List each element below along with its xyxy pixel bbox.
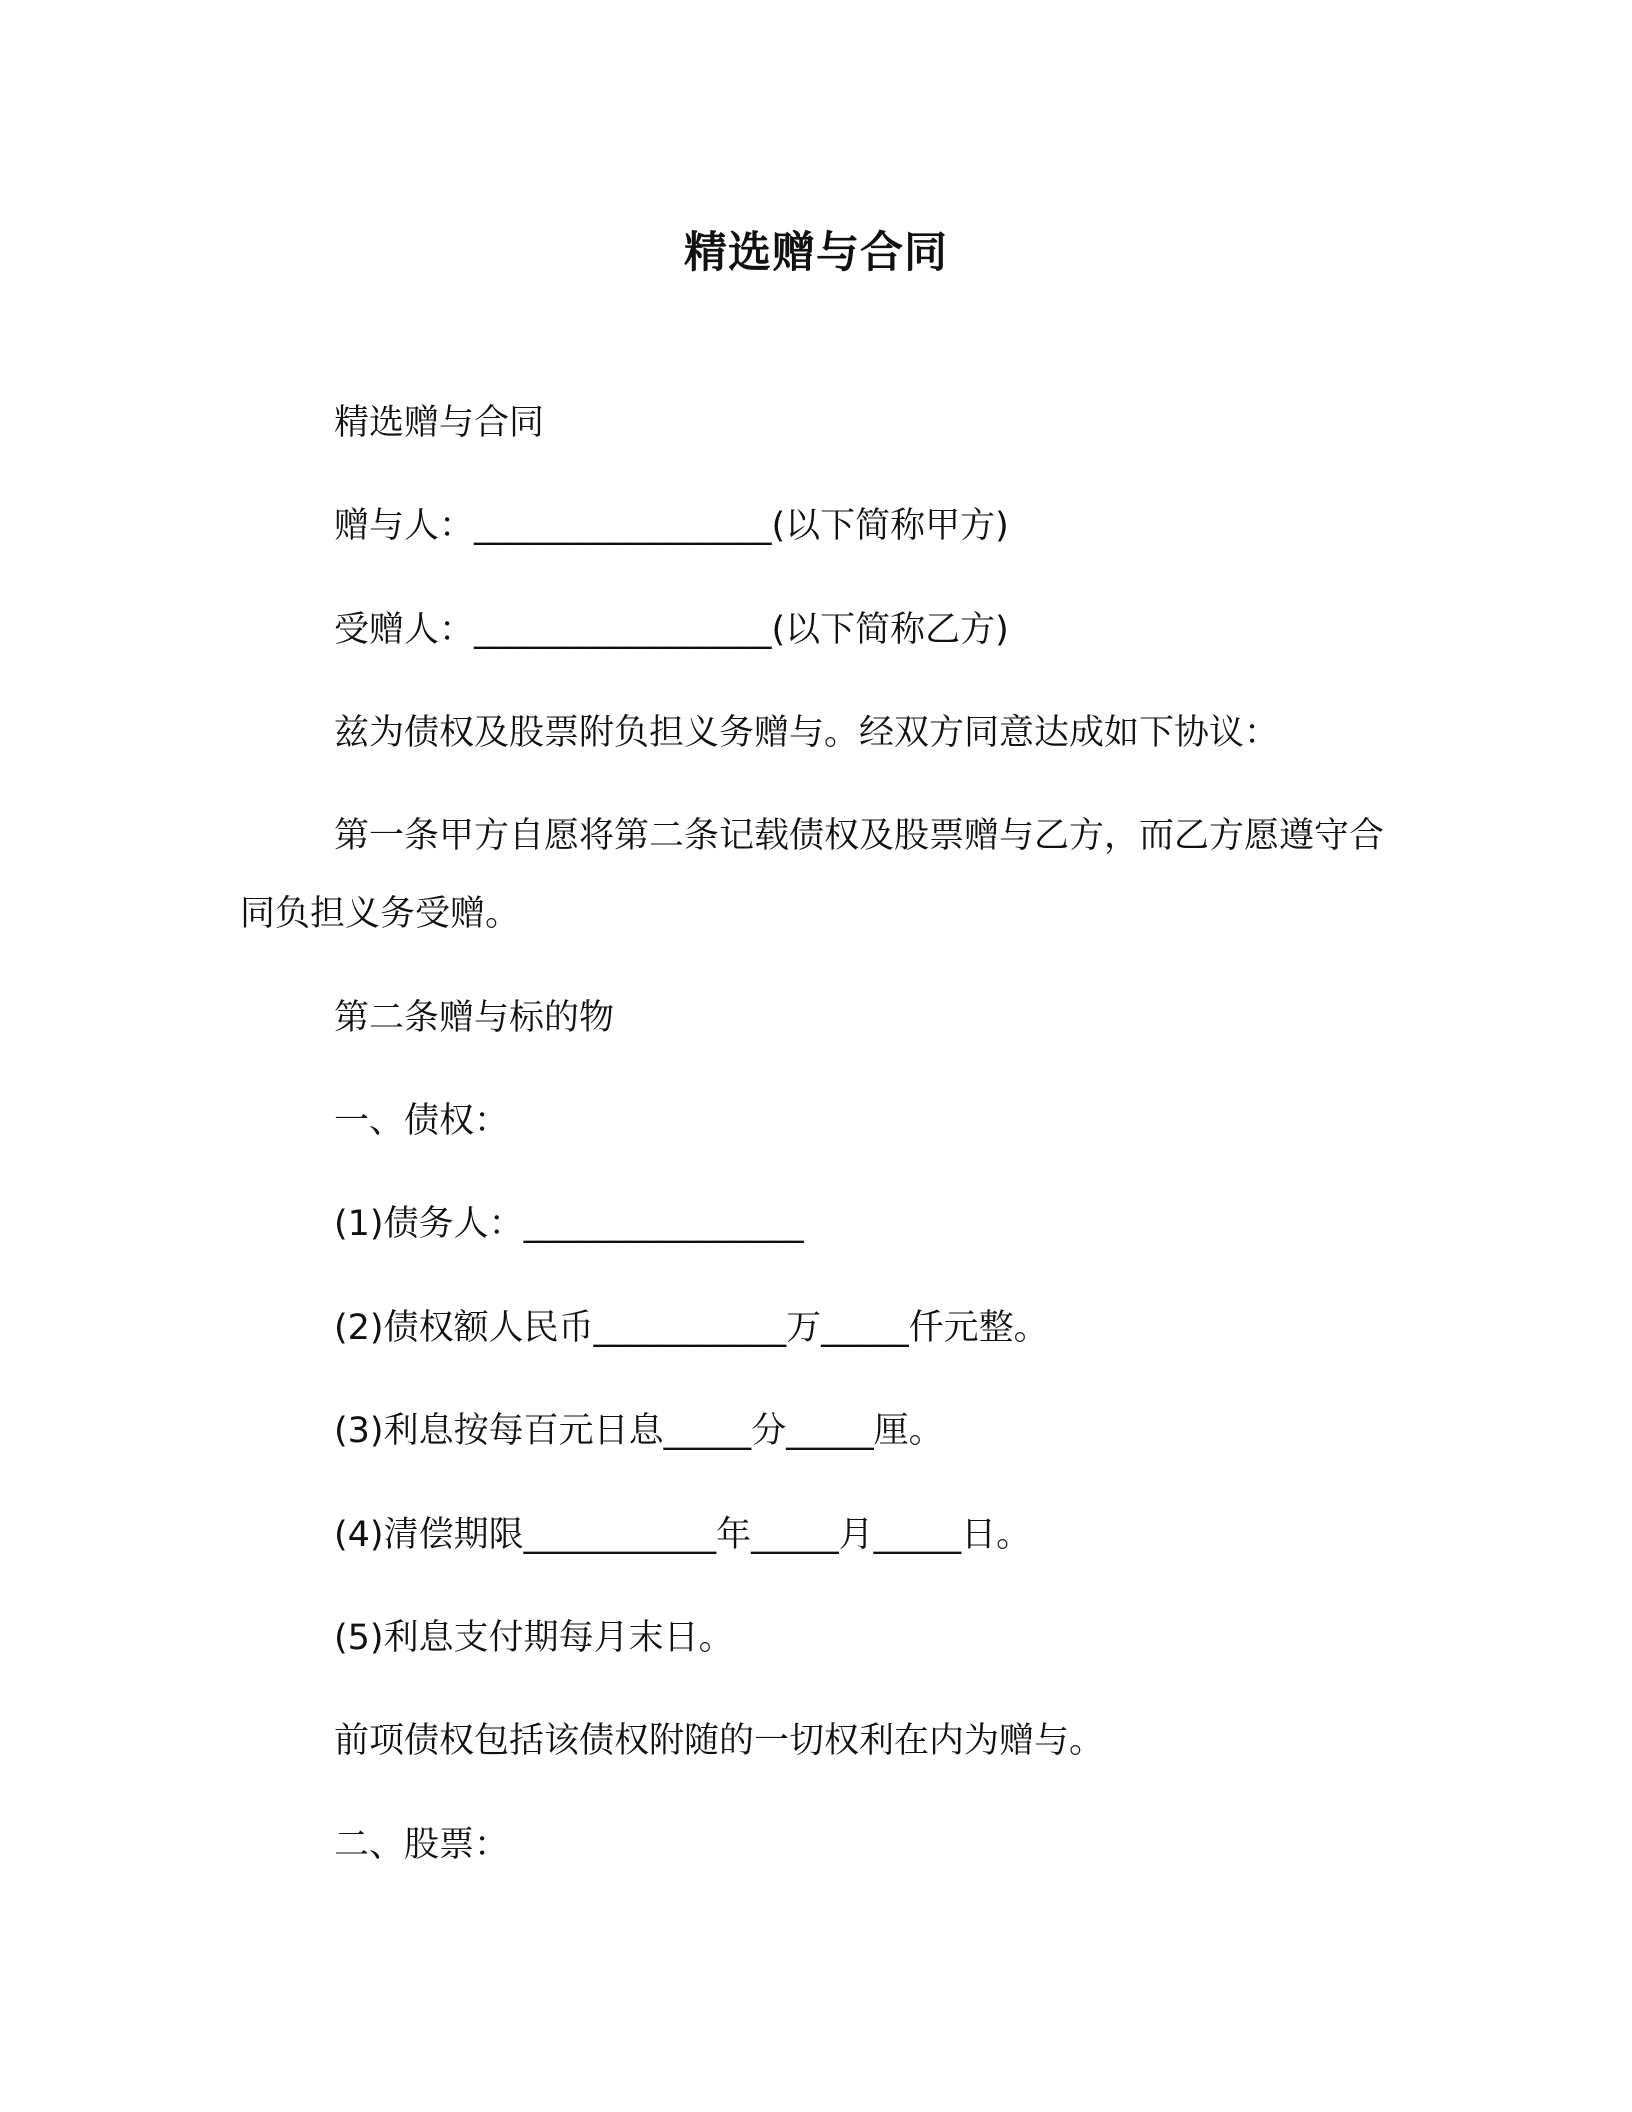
- paragraph-debt-amount: (2)债权额人民币___________万_____仟元整。: [334, 1308, 1049, 1348]
- paragraph-interest-payment: (5)利息支付期每月末日。: [334, 1618, 734, 1658]
- paragraph-debt-rights: 前项债权包括该债权附随的一切权利在内为赠与。: [334, 1721, 1105, 1761]
- paragraph-section-debt: 一、债权：: [334, 1101, 510, 1141]
- paragraph-repayment-term: (4)清偿期限___________年_____月_____日。: [334, 1515, 1032, 1555]
- paragraph-article-1: 第一条甲方自愿将第二条记载债权及股票赠与乙方，而乙方愿遵守合同负担义务受赠。: [240, 816, 1385, 934]
- paragraph-preamble: 兹为债权及股票附负担义务赠与。经双方同意达成如下协议：: [334, 713, 1280, 753]
- paragraph-section-stocks: 二、股票：: [334, 1825, 510, 1865]
- paragraph-donor: 赠与人：_________________(以下简称甲方): [334, 506, 1009, 546]
- paragraph-article-2: 第二条赠与标的物: [334, 998, 615, 1038]
- paragraph-subtitle: 精选赠与合同: [334, 403, 545, 443]
- paragraph-debtor: (1)债务人：________________: [334, 1204, 804, 1244]
- paragraph-interest: (3)利息按每百元日息_____分_____厘。: [334, 1411, 944, 1451]
- paragraph-donee: 受赠人：_________________(以下简称乙方): [334, 610, 1009, 650]
- document-title: 精选赠与合同: [684, 228, 948, 278]
